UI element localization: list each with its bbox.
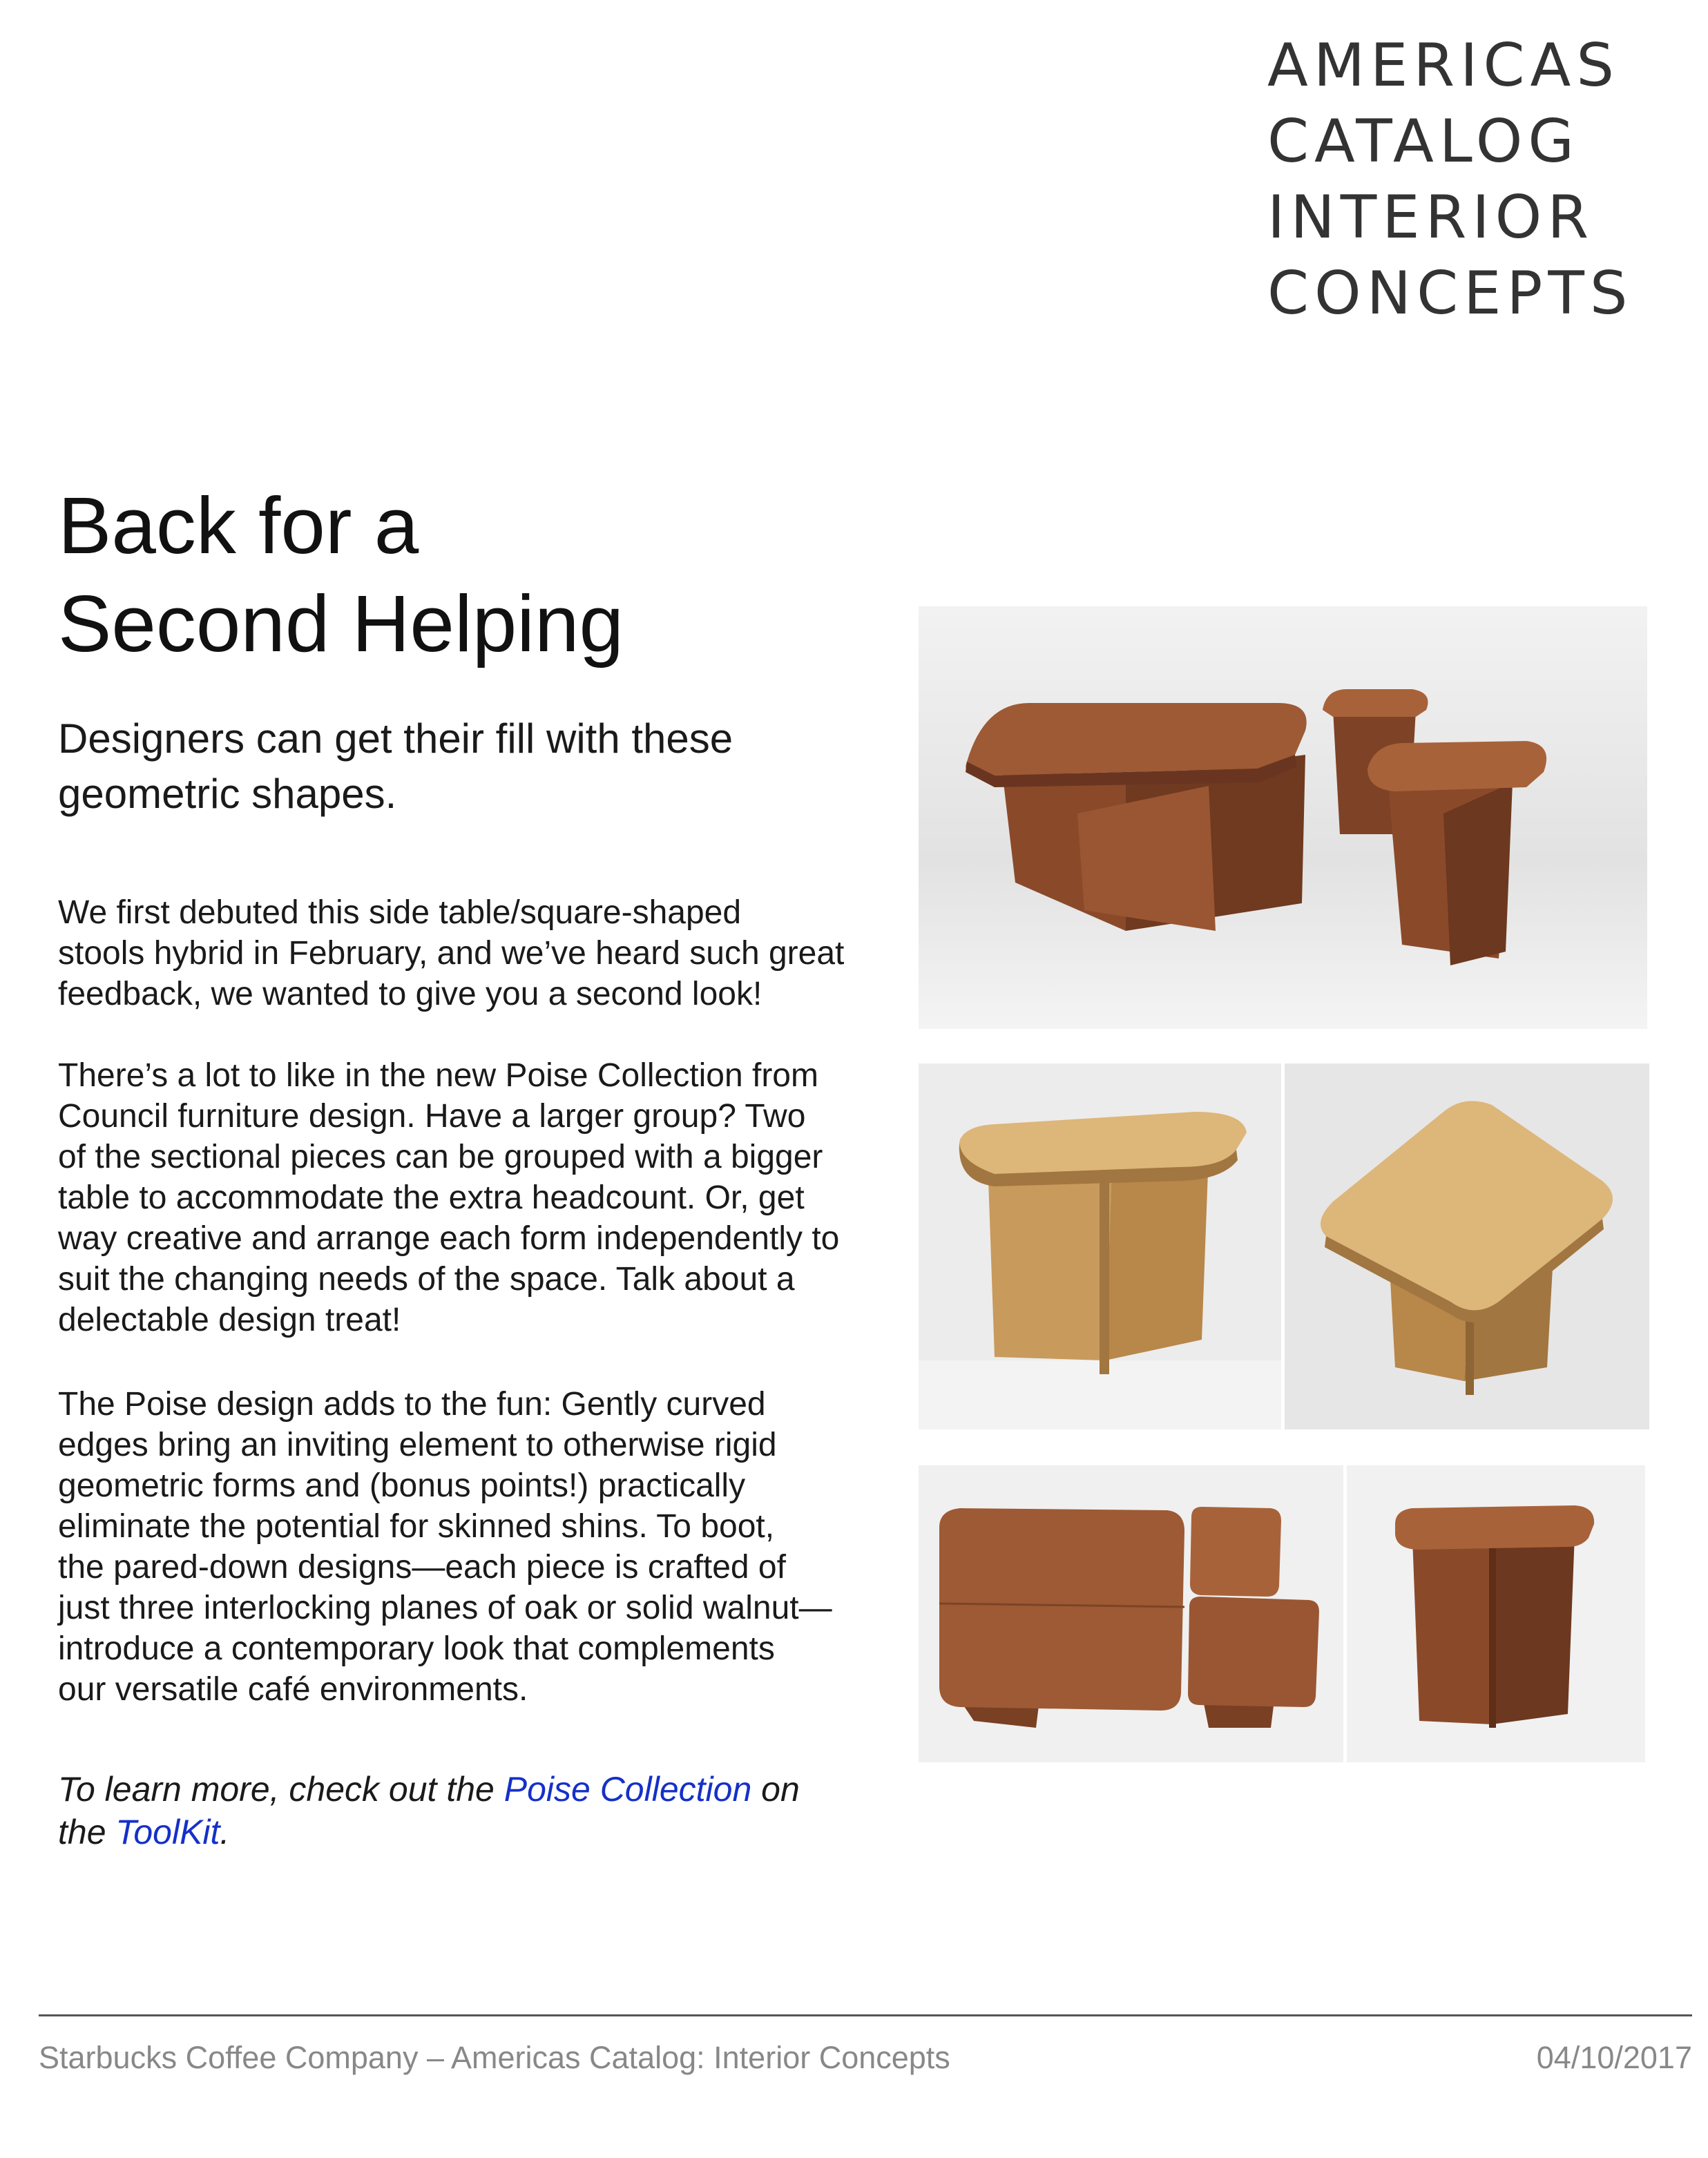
footer-date: 04/10/2017 xyxy=(1536,2040,1692,2075)
article-title xyxy=(58,476,852,673)
paragraph-line: There’s a lot to like in the new Poise Collection from xyxy=(58,1057,818,1094)
catalog-logo xyxy=(1267,28,1654,331)
paragraph-line: the pared-down designs—each piece is crafted of xyxy=(58,1549,786,1586)
photo-walnut-table-overhead xyxy=(919,1465,1343,1762)
photo-oak-stool-side xyxy=(919,1063,1281,1429)
paragraph-line: suit the changing needs of the space. Talk about a xyxy=(58,1261,795,1298)
article-subtitle xyxy=(58,711,887,822)
photo-walnut-stool-single xyxy=(1347,1465,1645,1762)
paragraph-line: introduce a contemporary look that complements xyxy=(58,1630,775,1667)
paragraph-line: geometric forms and (bonus points!) practically xyxy=(58,1467,746,1504)
cta-line xyxy=(58,1811,887,1853)
title-line: Second Helping xyxy=(58,579,624,668)
cta-line xyxy=(58,1768,887,1811)
page-footer xyxy=(39,2034,1692,2082)
photo-walnut-table-set xyxy=(919,606,1647,1029)
paragraph-line: our versatile café environments. xyxy=(58,1671,528,1708)
logo-line: AMERICAS xyxy=(1267,31,1620,100)
footer-divider xyxy=(39,2014,1692,2016)
paragraph-line: stools hybrid in February, and we’ve heard such great xyxy=(58,935,845,972)
poise-collection-link[interactable]: Poise Collection xyxy=(503,1770,752,1809)
photo-oak-stool-top xyxy=(1285,1063,1649,1429)
logo-line: CATALOG xyxy=(1267,107,1580,176)
body-paragraph-collection xyxy=(58,1055,887,1340)
paragraph-line: way creative and arrange each form independently to xyxy=(58,1220,840,1257)
subtitle-line: geometric shapes. xyxy=(58,771,397,817)
paragraph-line: The Poise design adds to the fun: Gently curved xyxy=(58,1386,766,1423)
call-to-action xyxy=(58,1768,887,1853)
paragraph-line: table to accommodate the extra headcount. Or, get xyxy=(58,1179,805,1216)
body-paragraph-intro xyxy=(58,892,887,1014)
paragraph-line: We first debuted this side table/square-shaped xyxy=(58,894,742,931)
footer-publisher: Starbucks Coffee Company – Americas Catalog: Interior Concepts xyxy=(39,2040,950,2075)
paragraph-line: edges bring an inviting element to otherwise rigid xyxy=(58,1427,777,1463)
cta-text: the xyxy=(58,1813,116,1851)
paragraph-line: Council furniture design. Have a larger group? Two xyxy=(58,1098,806,1135)
paragraph-line: just three interlocking planes of oak or solid walnut— xyxy=(58,1590,832,1626)
logo-line: CONCEPTS xyxy=(1267,259,1633,328)
cta-text: . xyxy=(220,1813,230,1851)
toolkit-link[interactable]: ToolKit xyxy=(115,1813,220,1851)
paragraph-line: eliminate the potential for skinned shins. To boot, xyxy=(58,1508,775,1545)
paragraph-line: of the sectional pieces can be grouped with a bigger xyxy=(58,1139,823,1175)
logo-line: INTERIOR xyxy=(1267,183,1595,252)
body-paragraph-design xyxy=(58,1384,887,1710)
paragraph-line: delectable design treat! xyxy=(58,1302,401,1338)
subtitle-line: Designers can get their fill with these xyxy=(58,715,733,762)
paragraph-line: feedback, we wanted to give you a second look! xyxy=(58,976,762,1012)
cta-text: on xyxy=(751,1770,800,1809)
title-line: Back for a xyxy=(58,481,419,570)
cta-text: To learn more, check out the xyxy=(58,1770,504,1809)
